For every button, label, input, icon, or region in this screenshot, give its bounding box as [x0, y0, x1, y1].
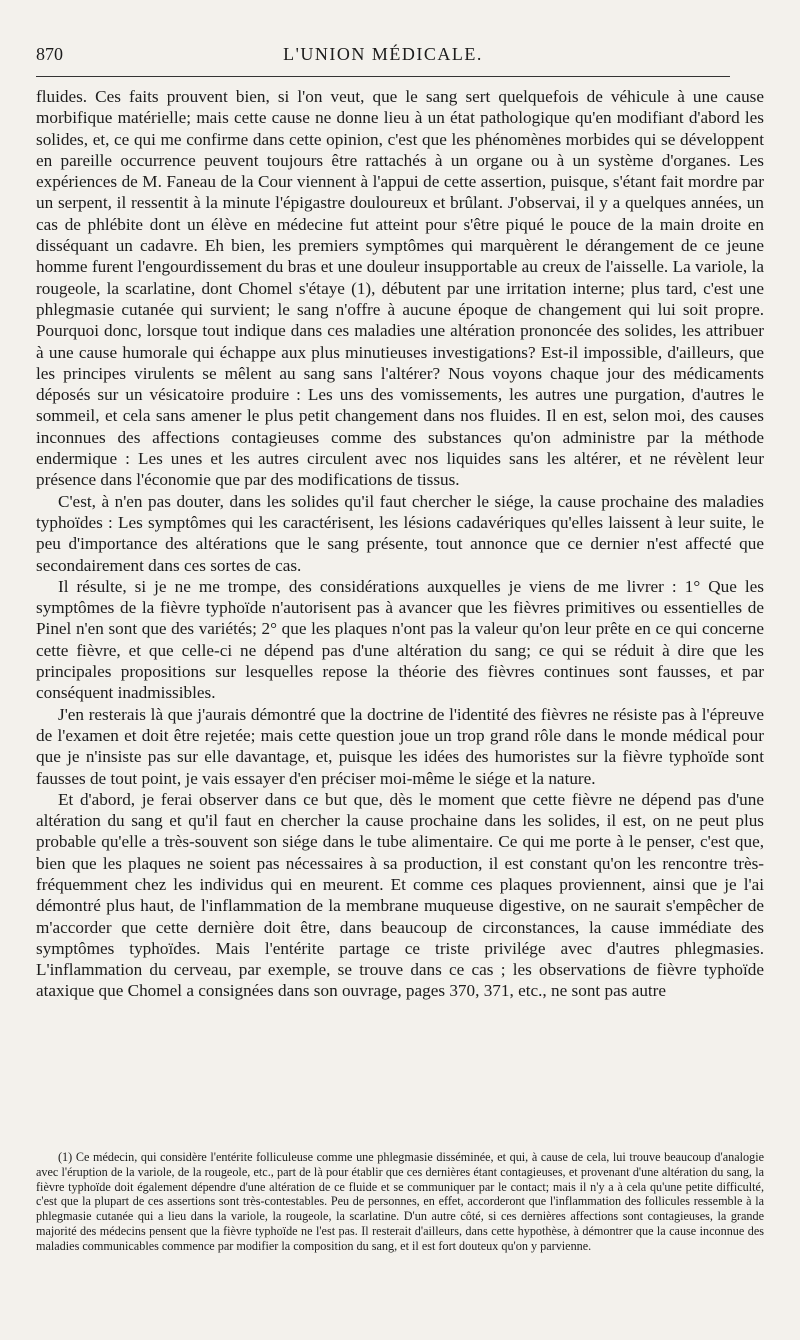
- paragraph: Il résulte, si je ne me trompe, des considérations auxquelles je viens de me livrer : 1° Que les symptômes de la fièvre typhoïde n'autorisent pas à avancer que les fièvres primitives ou essentielles de Pinel n'en sont que des variétés; 2° que les plaques n'ont pas la valeur qu'on leur prête en ce qui concerne cette fièvre, et que celle-ci ne dépend pas d'une altération du sang; ce qui se réduit à dire que les principales propositions sur lesquelles repose la théorie des fièvres continues sont fausses, et par conséquent inadmissibles.: [36, 576, 764, 703]
- footnotes: [36, 1150, 764, 1254]
- body-text: [36, 86, 764, 1002]
- header-rule: [36, 76, 730, 77]
- paragraph: Et d'abord, je ferai observer dans ce but que, dès le moment que cette fièvre ne dépend pas d'une altération du sang et qu'il faut en chercher la cause prochaine dans les solides, il est, on ne peut plus probable qu'elle a très-souvent son siége dans le tube alimentaire. Ce qui me porte à le penser, c'est que, bien que les plaques ne soient pas nécessaires à sa production, il est constant qu'on les rencontre très-fréquemment chez les individus qui en meurent. Et comme ces plaques proviennent, ainsi que je l'ai démontré plus haut, de l'inflammation de la membrane muqueuse digestive, on ne saurait s'empêcher de m'accorder que cette dernière doit être, dans beaucoup de circonstances, la cause immédiate des symptômes typhoïdes. Mais l'entérite partage ce triste privilége avec d'autres phlegmasies. L'inflammation du cerveau, par exemple, se trouve dans ce cas ; les observations de fièvre typhoïde ataxique que Chomel a consignées dans son ouvrage, pages 370, 371, etc., ne sont pas autre: [36, 789, 764, 1001]
- paragraph: fluides. Ces faits prouvent bien, si l'on veut, que le sang sert quelquefois de véhicule à une cause morbifique matérielle; mais cette cause ne donne lieu à un état pathologique qu'en modifiant d'abord les solides, et, ce qui me confirme dans cette opinion, c'est que les phénomènes morbides qui se développent en pareille occurrence peuvent toujours être rattachés à un organe ou à un système d'organes. Les expériences de M. Faneau de la Cour viennent à l'appui de cette assertion, puisque, s'étant fait mordre par un serpent, il ressentit à la minute l'épigastre douloureux et brûlant. J'observai, il y a quelques années, un cas de phlébite dont un élève en médecine fut atteint pour s'être piqué le pouce de la main droite en disséquant un cadavre. Eh bien, les premiers symptômes qui marquèrent le dérangement de ce jeune homme furent l'engourdissement du bras et une douleur insupportable au creux de l'aisselle. La variole, la rougeole, la scarlatine, dont Chomel s'étaye (1), débutent par une irritation interne; plus tard, c'est une phlegmasie cutanée qui survient; le sang n'offre à aucune époque de changement qui lui soit propre. Pourquoi donc, lorsque tout indique dans ces maladies une altération prononcée des solides, les attribuer à une cause humorale qui échappe aux plus minutieuses investigations? Est-il impossible, d'ailleurs, que les principes virulents se mêlent au sang sans l'altérer? Nous voyons chaque jour des médicaments déposés sur un vésicatoire produire : Les uns des vomissements, les autres une purgation, d'autres le sommeil, et cela sans amener le plus petit changement dans nos fluides. Il en est, selon moi, des causes inconnues des affections contagieuses comme des substances qu'on administre par la méthode endermique : Les unes et les autres circulent avec nos liquides sans les altérer, et ne révèlent leur présence dans l'économie que par des modifications de tissus.: [36, 87, 764, 490]
- page-number: 870: [36, 44, 63, 64]
- paragraph: J'en resterais là que j'aurais démontré que la doctrine de l'identité des fièvres ne résiste pas à l'épreuve de l'examen et doit être rejetée; mais cette question joue un trop grand rôle dans le monde médical pour que je n'insiste pas sur elle davantage, et, puisque les idées des humoristes sur la fièvre typhoïde sont fausses de tout point, je vais essayer d'en préciser moi-même le siége et la nature.: [36, 704, 764, 788]
- footnote: (1) Ce médecin, qui considère l'entérite folliculeuse comme une phlegmasie disséminée, et qui, à cause de cela, lui trouve beaucoup d'analogie avec l'éruption de la variole, de la rougeole, etc., part de là pour établir que ces dernières étant contagieuses, et provenant d'une altération du sang, la fièvre typhoïde doit également dépendre d'une altération de ce fluide et se communiquer par le contact; mais il n'y a à cela qu'une petite difficulté, c'est que la plupart de ces assertions sont très-contestables. Peu de personnes, en effet, accorderont que l'inflammation des follicules ressemble à la phlegmasie cutanée qui a lieu dans la variole, la rougeole, la scarlatine. D'un autre côté, si ces dernières affections sont contagieuses, la grande majorité des médecins pensent que la fièvre typhoïde ne l'est pas. Il resterait d'ailleurs, dans cette hypothèse, à démontrer que la cause inconnue des maladies communicables commence par modifier la composition du sang, et il est fort douteux qu'on y parvienne.: [36, 1150, 764, 1253]
- running-title: L'UNION MÉDICALE.: [283, 44, 483, 64]
- page-header: [36, 44, 730, 74]
- paragraph: C'est, à n'en pas douter, dans les solides qu'il faut chercher le siége, la cause prochaine des maladies typhoïdes : Les symptômes qui les caractérisent, les lésions cadavériques qu'elles laissent à leur suite, le peu d'importance des altérations que le sang présente, tout annonce que ce dernier n'est affecté que secondairement dans ces sortes de cas.: [36, 491, 764, 575]
